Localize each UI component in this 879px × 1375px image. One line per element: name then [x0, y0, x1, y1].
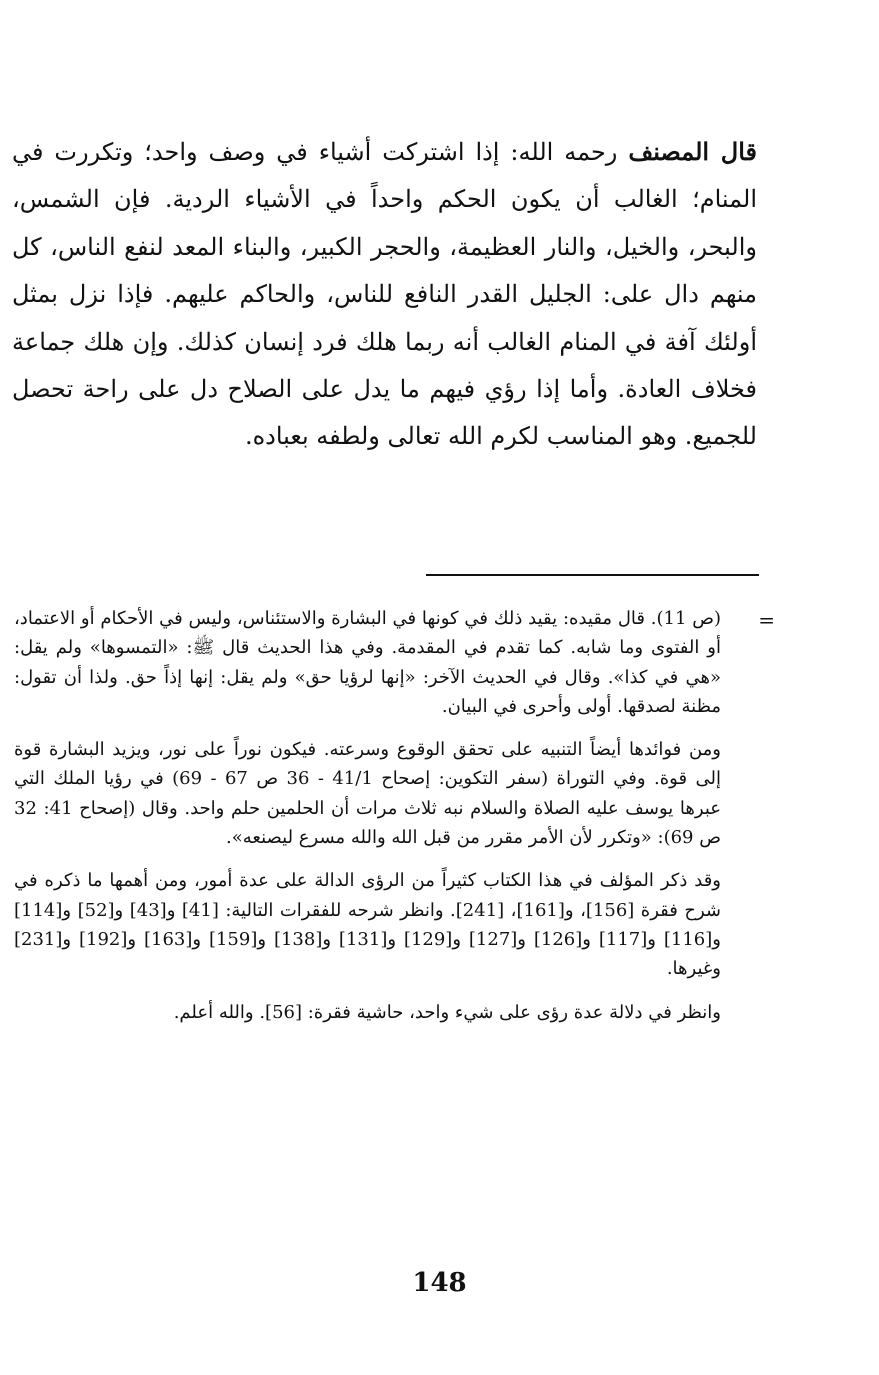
footnote-separator	[426, 574, 759, 577]
page-number: 148	[412, 1268, 467, 1298]
footnote-paragraph: وانظر في دلالة عدة رؤى على شيء واحد، حاشية فقرة: [56]. والله أعلم.	[173, 1001, 721, 1023]
footnotes	[14, 604, 721, 1041]
footnote-paragraph: (ص 11). قال مقيده: يقيد ذلك في كونها في البشارة والاستئناس، وليس في الأحكام أو الاعتماد، أو الفتوى وما شابه. كما تقدم في المقدمة. وفي هذا الحديث قال ﷺ: «التمسوها» ولم يقل: «هي في كذا». وقال في الحديث الآخر: «إنها لرؤيا حق» ولم يقل: إنها إذاً حق. ولذا أن تقول: مظنة لصدقها. أولى وأحرى في البيان.	[14, 608, 721, 717]
footnote-paragraph: وقد ذكر المؤلف في هذا الكتاب كثيراً من الرؤى الدالة على عدة أمور، ومن أهمها ما ذكره في شرح فقرة [156]، و[161]، [241]. وانظر شرحه للفقرات التالية: [41] و[43] و[52] و[114] و[116] و[117] و[126] و[127] و[129] و[131] و[138] و[159] و[163] و[192] و[231] وغيرها.	[14, 870, 721, 980]
main-paragraph	[12, 128, 757, 461]
author-lead-phrase: قال المصنف	[628, 137, 757, 166]
main-paragraph-text: رحمه الله: إذا اشتركت أشياء في وصف واحد؛ وتكررت في المنام؛ الغالب أن يكون الحكم واحداً في الأشياء الردية. فإن الشمس، والبحر، والخيل، والنار العظيمة، والحجر الكبير، والبناء المعد لنفع الناس، كل منهم دال على: الجليل القدر النافع للناس، والحاكم عليهم. فإذا نزل بمثل أولئك آفة في المنام الغالب أنه ربما هلك فرد إنسان كذلك. وإن هلك جماعة فخلاف العادة. وأما إذا رؤي فيهم ما يدل على الصلاح دل على راحة تحصل للجميع. وهو المناسب لكرم الله تعالى ولطفه بعباده.	[12, 138, 757, 451]
footnote-continuation-marker: =	[758, 608, 775, 632]
footnote-paragraph: ومن فوائدها أيضاً التنبيه على تحقق الوقوع وسرعته. فيكون نوراً على نور، ويزيد البشارة قوة إلى قوة. وفي التوراة (سفر التكوين: إصحاح 41/1 - 36 ص 67 - 69) في رؤيا الملك التي عبرها يوسف عليه الصلاة والسلام نبه ثلاث مرات أن الحلمين حلم واحد. وقال (إصحاح 41: 32 ص 69): «وتكرر لأن الأمر مقرر من قبل الله والله مسرع ليصنعه».	[14, 739, 721, 849]
